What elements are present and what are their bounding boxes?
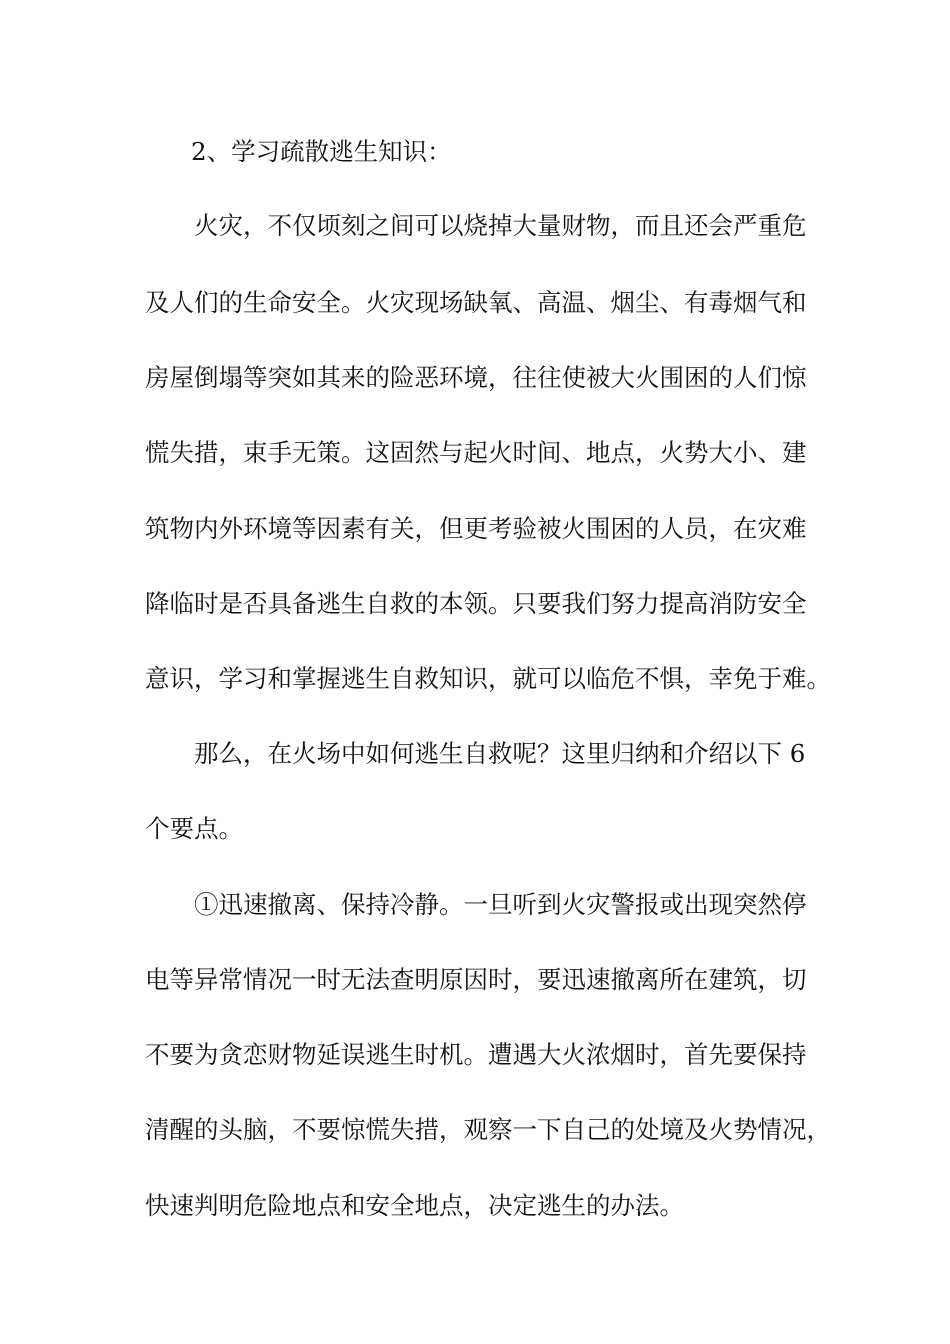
paragraph-3-line-5: 快速判明危险地点和安全地点，决定逃生的办法。 xyxy=(145,1191,684,1220)
paragraph-1-line-6: 降临时是否具备逃生自救的本领。只要我们努力提高消防安全 xyxy=(145,589,807,618)
section-heading: 2、学习疏散逃生知识： xyxy=(191,137,452,166)
paragraph-2-line-1: 那么，在火场中如何逃生自救呢？这里归纳和介绍以下 6 xyxy=(194,739,806,768)
paragraph-1-line-7: 意识，学习和掌握逃生自救知识，就可以临危不惧，幸免于难。 xyxy=(145,664,831,693)
paragraph-2-line-2: 个要点。 xyxy=(145,814,243,843)
paragraph-3-line-2: 电等异常情况一时无法查明原因时，要迅速撤离所在建筑，切 xyxy=(145,965,807,994)
paragraph-1-line-1: 火灾，不仅顷刻之间可以烧掉大量财物，而且还会严重危 xyxy=(194,211,807,240)
paragraph-3-line-3: 不要为贪恋财物延误逃生时机。遭遇大火浓烟时，首先要保持 xyxy=(145,1040,807,1069)
paragraph-1-line-3: 房屋倒塌等突如其来的险恶环境，往往使被大火围困的人们惊 xyxy=(145,363,807,392)
paragraph-1-line-5: 筑物内外环境等因素有关，但更考验被火围困的人员，在灾难 xyxy=(145,514,807,543)
paragraph-3-line-4: 清醒的头脑，不要惊慌失措，观察一下自己的处境及火势情况， xyxy=(145,1115,831,1144)
paragraph-3-line-1: ①迅速撤离、保持冷静。一旦听到火灾警报或出现突然停 xyxy=(194,890,807,919)
paragraph-1-line-2: 及人们的生命安全。火灾现场缺氧、高温、烟尘、有毒烟气和 xyxy=(145,288,807,317)
paragraph-1-line-4: 慌失措，束手无策。这固然与起火时间、地点，火势大小、建 xyxy=(145,438,807,467)
